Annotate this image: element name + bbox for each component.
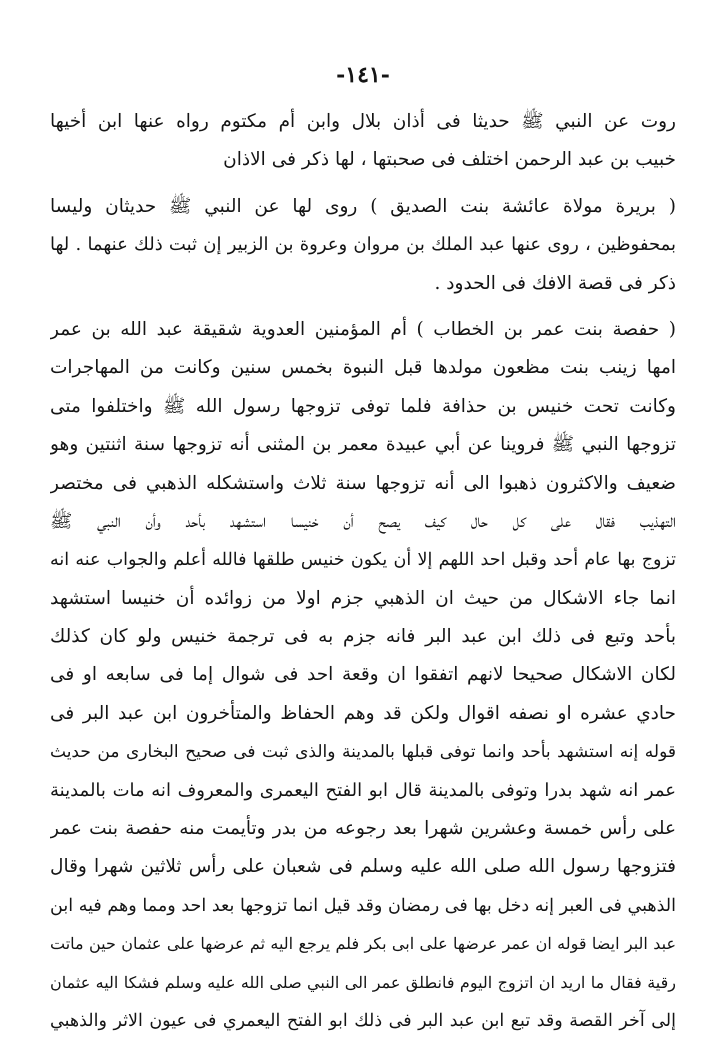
page-body [50, 103, 676, 1040]
text-line: على رأس خمسة وعشرين شهرا بعد رجوعه من بدر وتأيمت منه حفصة بنت عمر [50, 818, 676, 840]
text-line: وكانت تحت خنيس بن حذافة فلما توفى تزوجها رسول الله ﷺ واختلفوا متى [50, 395, 676, 417]
text-line: بمحفوظين ، روى عنها عبد الملك بن مروان وعروة بن الزبير إن ثبت ذلك عنهما . لها [50, 234, 676, 256]
text-line: عمر انه شهد بدرا وتوفى بالمدينة قال ابو الفتح اليعمرى والمعروف انه مات بالمدينة [50, 779, 676, 801]
text-line: ( بريرة مولاة عائشة بنت الصديق ) روى لها عن النبي ﷺ حديثان وليسا [50, 195, 676, 217]
text-line: فتزوجها رسول الله صلى الله عليه وسلم فى شعبان على رأس ثلاثين شهرا وقال [50, 856, 676, 878]
text-line: امها زينب بنت مظعون مولدها قبل النبوة بخمس سنين وكانت من المهاجرات [50, 357, 676, 379]
text-line: قوله إنه استشهد بأحد وانما توفى قبلها بالمدينة والذى ثبت فى صحيح البخارى من حديث [50, 742, 676, 763]
text-line: لكان الاشكال صحيحا لانهم اتفقوا ان وقعة احد فى شوال إما فى سابعه او فى [50, 664, 676, 686]
text-line: انما جاء الاشكال من حيث ان الذهبي جزم اولا من زوائده أن خنيسا استشهد [50, 587, 676, 609]
text-line: الذهبي فى العبر إنه دخل بها فى رمضان وقد قيل انما تزوجها بعد احد ومما وهم فيه ابن [50, 895, 676, 916]
text-line: إلى آخر القصة وقد تبع ابن عبد البر فى ذلك ابو الفتح اليعمري فى عيون الاثر والذهبي [50, 1010, 676, 1031]
text-line: روت عن النبي ﷺ حديثا فى أذان بلال وابن أم مكتوم رواه عنها ابن أخيها [50, 111, 676, 132]
text-line: ( حفصة بنت عمر بن الخطاب ) أم المؤمنين العدوية شقيقة عبد الله بن عمر [50, 318, 676, 340]
text-line: تزوج بها عام أحد وقبل احد اللهم إلا أن يكون خنيس طلقها فالله أعلم والجواب عنه انه [50, 550, 676, 571]
text-line: عبد البر ايضا قوله ان عمر عرضها على ابى بكر فلم يرجع اليه ثم عرضها على عثمان حين ماتت [50, 934, 676, 954]
text-line: ضعيف والاكثرون ذهبوا الى أنه تزوجها سنة ثلاث واستشكله الذهبي فى مختصر [50, 472, 676, 494]
page-number: -١٤١- [336, 62, 390, 88]
text-line: رقية فقال ما اريد ان اتزوج اليوم فانطلق عمر الى النبي صلى الله عليه وسلم فشكا اليه عثمان [50, 972, 676, 992]
text-line: بأحد وتبع فى ذلك ابن عبد البر فانه جزم به فى ترجمة خنيس ولو كان كذلك [50, 626, 676, 648]
text-line: تزوجها النبي ﷺ فروينا عن أبي عبيدة معمر بن المثنى أنه تزوجها سنة اثنتين وهو [50, 434, 676, 456]
text-line: خبيب بن عبد الرحمن اختلف فى صحبتها ، لها ذكر فى الاذان [223, 149, 676, 171]
text-line: التهذيب فقال على كل حال كيف يصح أن خنيسا استشهد بأحد وأن النبي ﷺ [50, 510, 676, 532]
text-line: حادي عشره او نصفه اقوال ولكن قد وهم الحفاظ والمتأخرون ابن عبد البر فى [50, 702, 676, 724]
text-line: ذكر فى قصة الافك فى الحدود . [434, 272, 676, 294]
